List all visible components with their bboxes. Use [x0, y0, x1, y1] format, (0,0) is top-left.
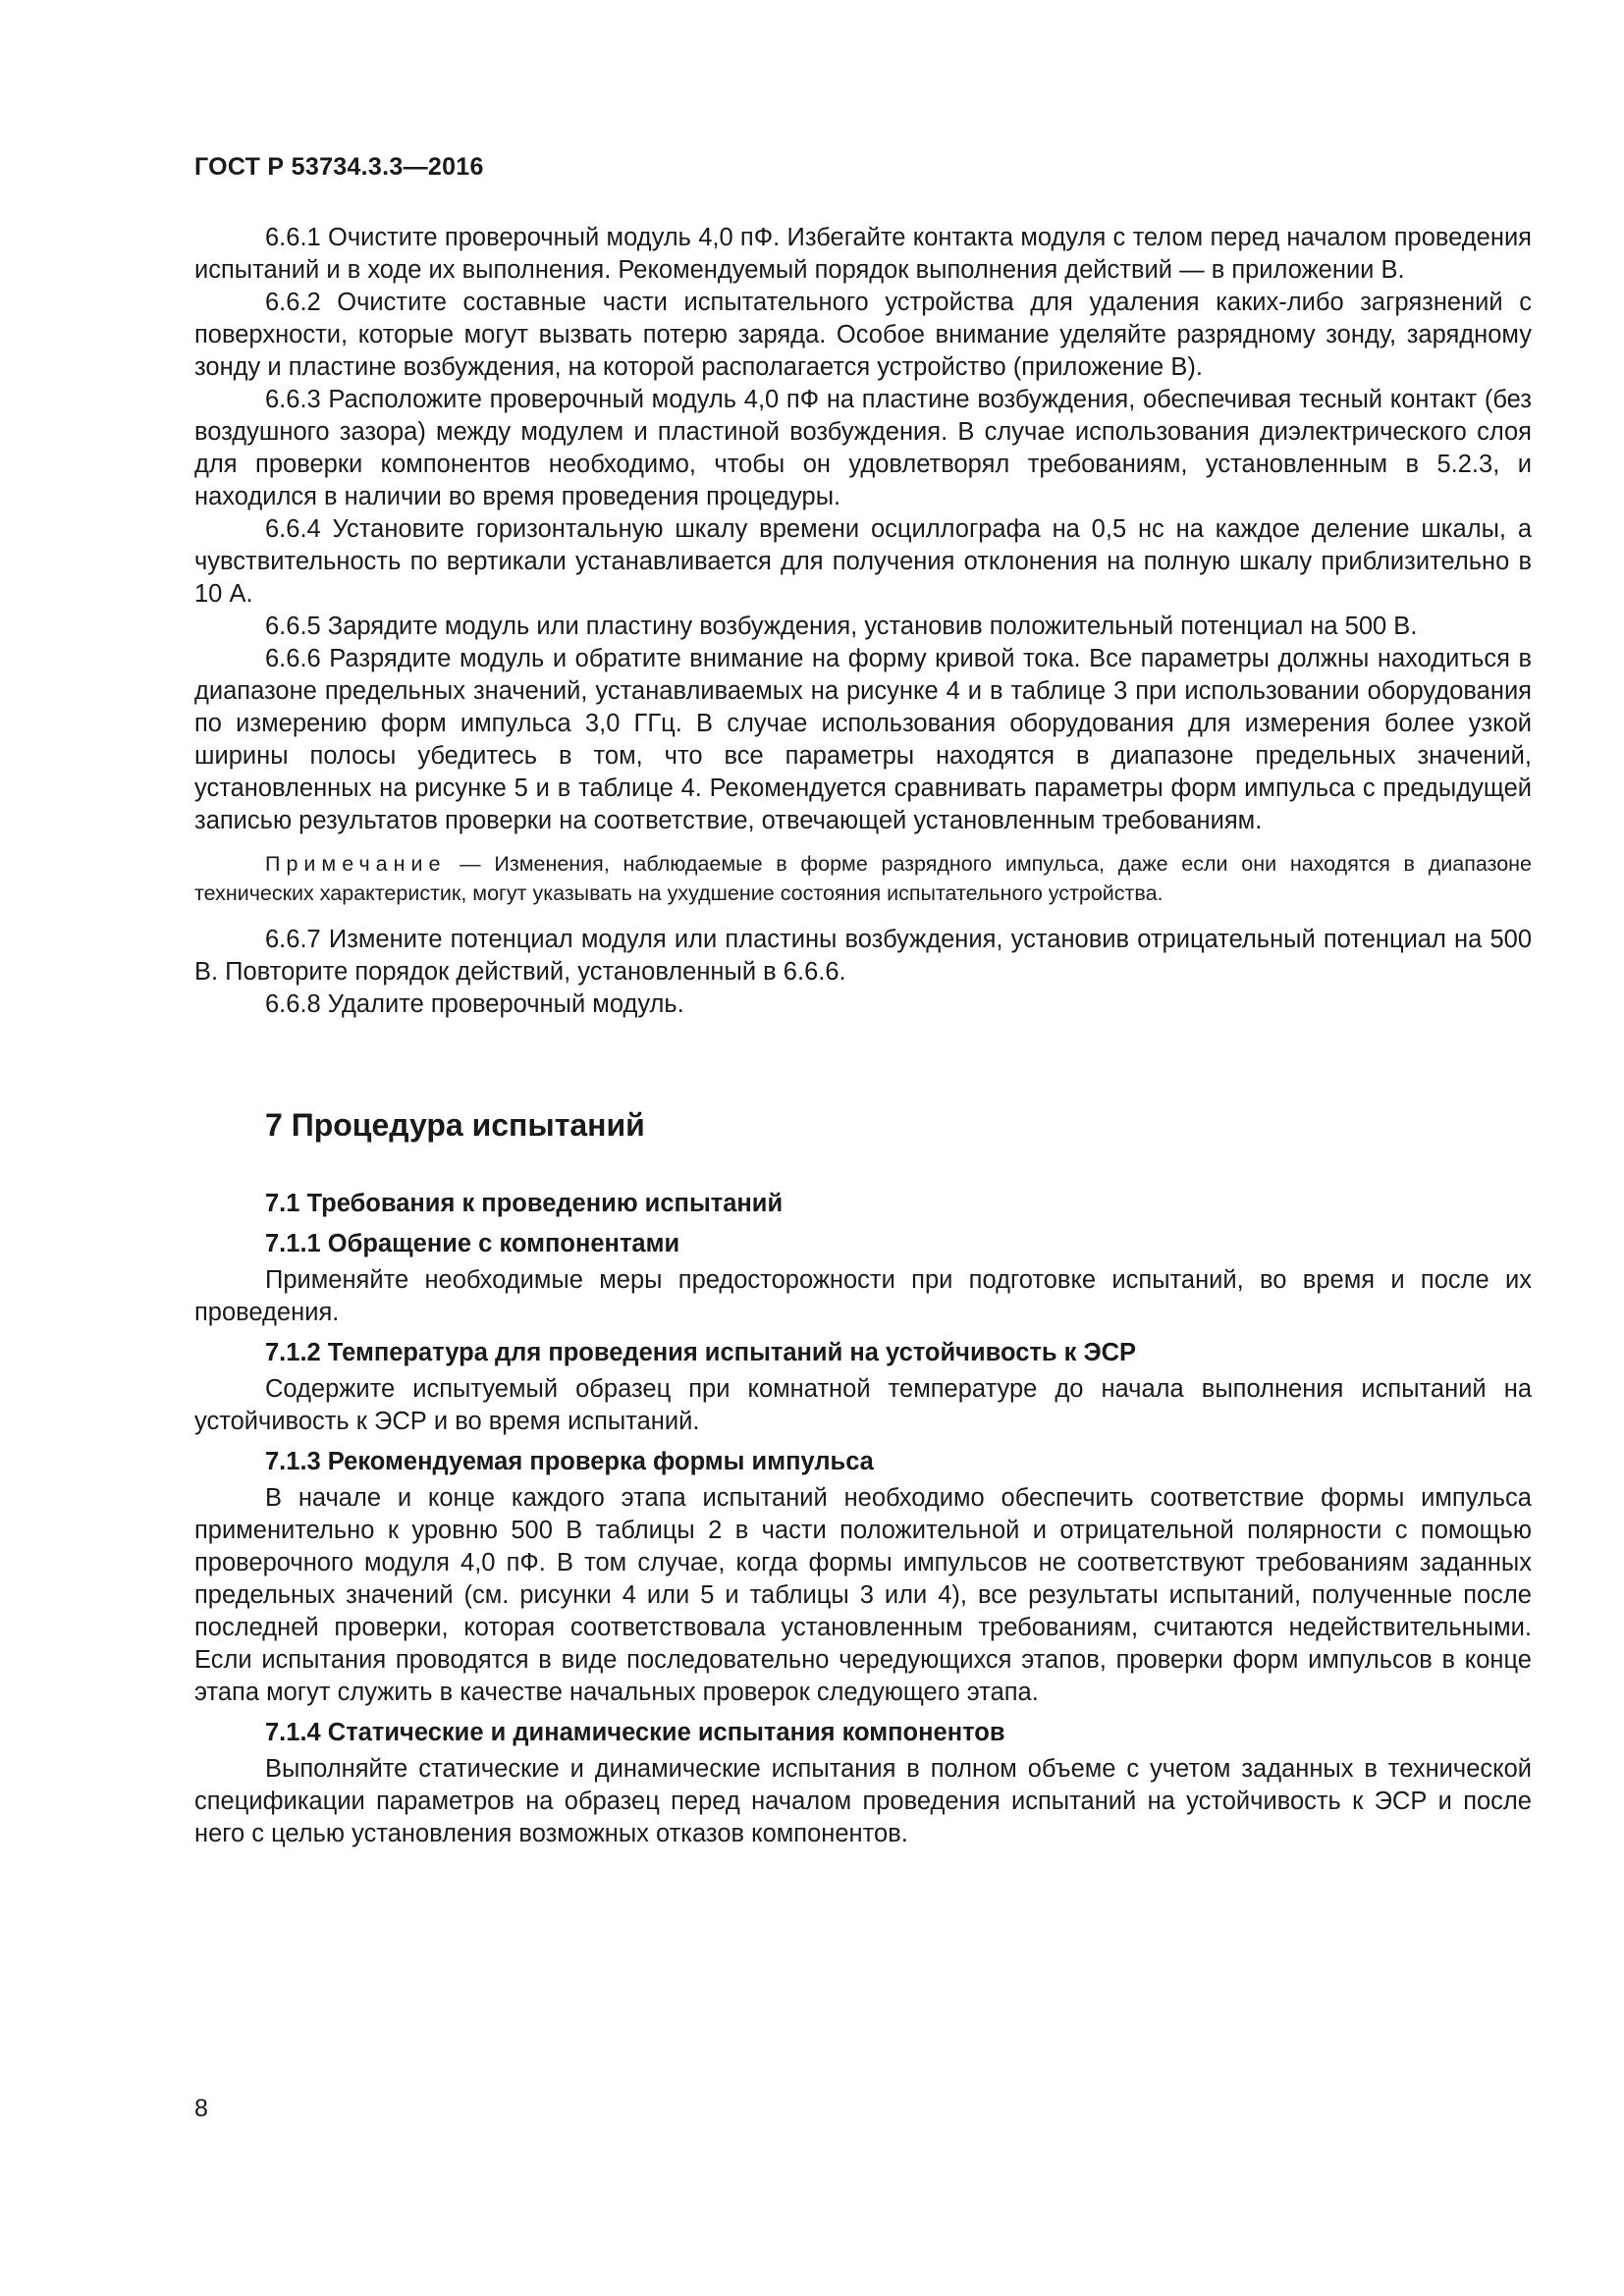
- note-text: — Изменения, наблюдаемые в форме разрядного импульса, даже если они находятся в диапазоне технических характеристик, могут указывать на ухудшение состояния испытательного устройства.: [194, 852, 1532, 905]
- paragraph-7-1-2: Содержите испытуемый образец при комнатной температуре до начала выполнения испытаний на устойчивость к ЭСР и во время испытаний.: [194, 1375, 1532, 1435]
- note: [194, 849, 1532, 908]
- section-7-1-1-title: 7.1.1 Обращение с компонентами: [265, 1230, 680, 1257]
- paragraph-6-6-4: 6.6.4 Установите горизонтальную шкалу времени осциллографа на 0,5 нс на каждое деление шкалы, а чувствительность по вертикали устанавливается для получения отклонения на полную шкалу приблизительно в 10 А.: [194, 515, 1532, 608]
- paragraph-6-6-1: 6.6.1 Очистите проверочный модуль 4,0 пФ. Избегайте контакта модуля с телом перед началом проведения испытаний и в ходе их выполнения. Рекомендуемый порядок выполнения действий — в приложении В.: [194, 224, 1532, 284]
- paragraph-7-1-1: Применяйте необходимые меры предосторожности при подготовке испытаний, во время и после их проведения.: [194, 1266, 1532, 1326]
- section-7-1-4-title: 7.1.4 Статические и динамические испытания компонентов: [265, 1719, 1005, 1746]
- paragraph-6-6-7: 6.6.7 Измените потенциал модуля или пластины возбуждения, установив отрицательный потенциал на 500 В. Повторите порядок действий, установленный в 6.6.6.: [194, 926, 1532, 986]
- section-7-1-3-title: 7.1.3 Рекомендуемая проверка формы импульса: [265, 1448, 874, 1475]
- page-number: 8: [194, 2095, 208, 2122]
- note-label: Примечание: [265, 852, 447, 876]
- paragraph-7-1-3: В начале и конце каждого этапа испытаний необходимо обеспечить соответствие формы импульса применительно к уровню 500 В таблицы 2 в части положительной и отрицательной полярности с помощью проверочного модуля 4,0 пФ. В том случае, когда формы импульсов не соответствуют требованиям заданных предельных значений (см. рисунки 4 или 5 и таблицы 3 или 4), все результаты испытаний, полученные после последней проверки, которая соответствовала установленным требованиям, считаются недействительными. Если испытания проводятся в виде последовательно чередующихся этапов, проверки форм импульсов в конце этапа могут служить в качестве начальных проверок следующего этапа.: [194, 1484, 1532, 1706]
- paragraph-6-6-6: 6.6.6 Разрядите модуль и обратите внимание на форму кривой тока. Все параметры должны находиться в диапазоне предельных значений, устанавливаемых на рисунке 4 и в таблице 3 при использовании оборудования по измерению форм импульса 3,0 ГГц. В случае использования оборудования для измерения более узкой ширины полосы убедитесь в том, что все параметры находятся в диапазоне предельных значений, установленных на рисунке 5 и в таблице 4. Рекомендуется сравнивать параметры форм импульса с предыдущей записью результатов проверки на соответствие, отвечающей установленным требованиям.: [194, 645, 1532, 834]
- paragraph-6-6-8: 6.6.8 Удалите проверочный модуль.: [265, 990, 684, 1018]
- paragraph-6-6-2: 6.6.2 Очистите составные части испытательного устройства для удаления каких-либо загрязнений с поверхности, которые могут вызвать потерю заряда. Особое внимание уделяйте разрядному зонду, зарядному зонду и пластине возбуждения, на которой располагается устройство (приложение В).: [194, 289, 1532, 381]
- paragraph-6-6-3: 6.6.3 Расположите проверочный модуль 4,0 пФ на пластине возбуждения, обеспечивая тесный контакт (без воздушного зазора) между модулем и пластиной возбуждения. В случае использования диэлектрического слоя для проверки компонентов необходимо, чтобы он удовлетворял требованиям, установленным в 5.2.3, и находился в наличии во время проведения процедуры.: [194, 386, 1532, 510]
- paragraph-7-1-4: Выполняйте статические и динамические испытания в полном объеме с учетом заданных в технической спецификации параметров на образец перед началом проведения испытаний на устойчивость к ЭСР и после него с целью установления возможных отказов компонентов.: [194, 1755, 1532, 1847]
- document-body: [194, 222, 1532, 1850]
- document-header: ГОСТ Р 53734.3.3—2016: [194, 153, 484, 181]
- section-7-title: 7 Процедура испытаний: [265, 1107, 645, 1143]
- section-7-1-title: 7.1 Требования к проведению испытаний: [265, 1190, 784, 1217]
- paragraph-6-6-5: 6.6.5 Зарядите модуль или пластину возбуждения, установив положительный потенциал на 500 В.: [265, 613, 1418, 640]
- section-7-1-2-title: 7.1.2 Температура для проведения испытаний на устойчивость к ЭСР: [265, 1339, 1137, 1366]
